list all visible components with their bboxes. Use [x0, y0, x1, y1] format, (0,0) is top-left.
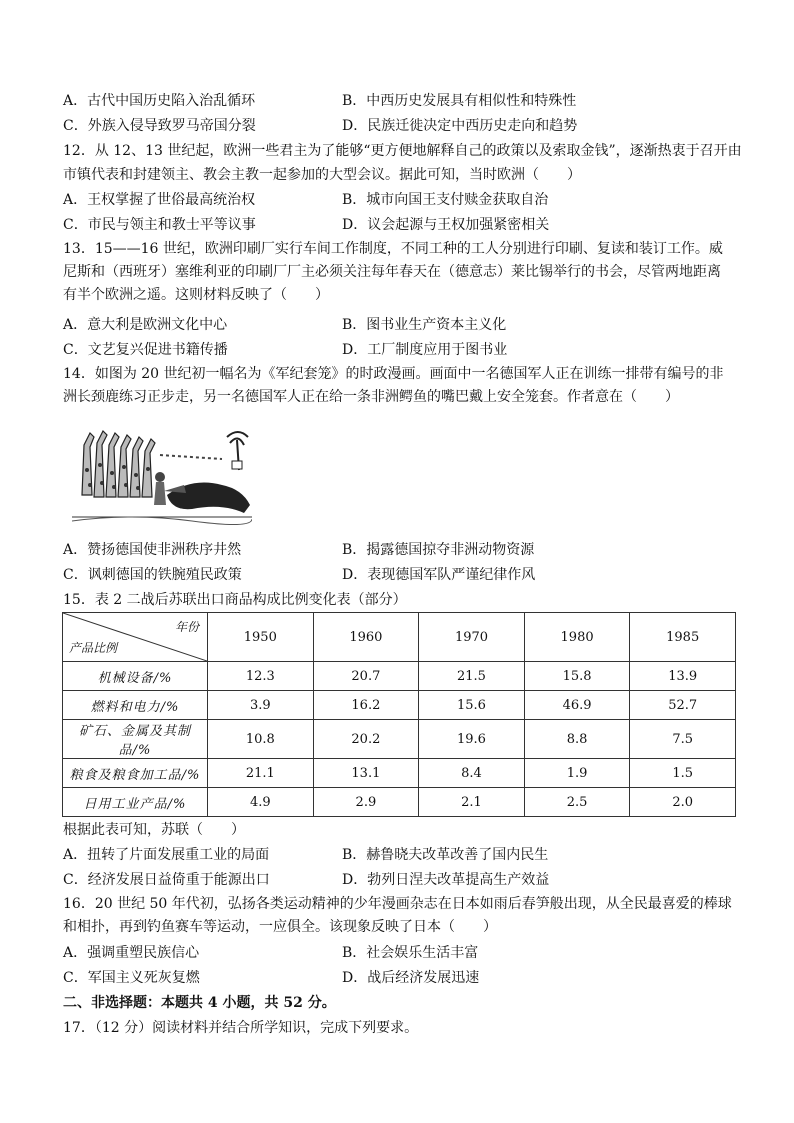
q12-option-b: B．城市向国王支付赎金获取自治 — [342, 192, 549, 208]
q11-option-c: C．外族入侵导致罗马帝国分裂 — [63, 118, 256, 134]
row-label: 机械设备/% — [63, 662, 208, 691]
section-heading: 二、非选择题：本题共 4 小题，共 52 分。 — [63, 995, 336, 1011]
cartoon-image — [72, 425, 252, 525]
table-cell: 12.3 — [208, 662, 314, 691]
q11-option-a: A．古代中国历史陷入治乱循环 — [63, 93, 256, 109]
corner-product-label: 产品比例 — [69, 641, 118, 655]
q12-stem-line1: 12．从 12、13 世纪起，欧洲一些君主为了能够“更方便地解释自己的政策以及索取金钱”，逐渐热衷于召开由 — [63, 143, 742, 159]
row-label: 矿石、金属及其制品/% — [63, 720, 208, 759]
q12-option-a: A．王权掌握了世俗最高统治权 — [63, 192, 256, 208]
table-header-row — [63, 613, 736, 662]
table-corner-cell — [63, 613, 208, 662]
table-cell: 15.8 — [524, 662, 630, 691]
q11-option-d: D．民族迁徙决定中西历史走向和趋势 — [342, 118, 578, 134]
row-label: 粮食及粮食加工品/% — [63, 759, 208, 788]
table-row — [63, 691, 736, 720]
row-label: 燃料和电力/% — [63, 691, 208, 720]
q15-option-b: B．赫鲁晓夫改革改善了国内民生 — [342, 847, 549, 863]
table-cell: 4.9 — [208, 788, 314, 817]
q16-option-d: D．战后经济发展迅速 — [342, 970, 480, 986]
table-cell: 52.7 — [630, 691, 736, 720]
q17-stem: 17．（12 分）阅读材料并结合所学知识，完成下列要求。 — [63, 1020, 419, 1036]
table-cell: 20.7 — [313, 662, 419, 691]
q15-table-caption: 15．表 2 二战后苏联出口商品构成比例变化表（部分） — [63, 592, 407, 608]
table-cell: 46.9 — [524, 691, 630, 720]
table-cell: 19.6 — [419, 720, 525, 759]
q14-option-d: D．表现德国军队严谨纪律作风 — [342, 567, 536, 583]
q16-option-a: A．强调重塑民族信心 — [63, 945, 200, 961]
year-header: 1960 — [313, 613, 419, 662]
q12-option-d: D．议会起源与王权加强紧密相关 — [342, 217, 550, 233]
table-cell: 2.0 — [630, 788, 736, 817]
table-row — [63, 788, 736, 817]
q13-option-b: B．图书业生产资本主义化 — [342, 317, 507, 333]
q14-option-b: B．揭露德国掠夺非洲动物资源 — [342, 542, 535, 558]
year-header: 1950 — [208, 613, 314, 662]
table-row — [63, 759, 736, 788]
year-header: 1980 — [524, 613, 630, 662]
q13-stem: 13．15——16 世纪，欧洲印刷厂实行车间工作制度，不同工种的工人分别进行印刷、复读和装订工作。威尼斯和（西班牙）塞维利亚的印刷厂厂主必须关注每年春天在（德意志）莱比锡举行的书会，尽管两地距离有半个欧洲之遥。这则材料反映了（ ） — [63, 241, 723, 303]
table-cell: 2.5 — [524, 788, 630, 817]
q11-option-b: B．中西历史发展具有相似性和特殊性 — [342, 93, 577, 109]
q13-option-d: D．工厂制度应用于图书业 — [342, 342, 508, 358]
q15-question: 根据此表可知，苏联（ ） — [63, 822, 245, 838]
year-header: 1985 — [630, 613, 736, 662]
table-cell: 2.9 — [313, 788, 419, 817]
table-cell: 21.5 — [419, 662, 525, 691]
table-cell: 16.2 — [313, 691, 419, 720]
table-cell: 8.8 — [524, 720, 630, 759]
table-cell: 10.8 — [208, 720, 314, 759]
table-cell: 21.1 — [208, 759, 314, 788]
q15-option-c: C．经济发展日益倚重于能源出口 — [63, 872, 270, 888]
q14-option-a: A．赞扬德国使非洲秩序井然 — [63, 542, 242, 558]
corner-year-label: 年份 — [174, 620, 199, 634]
table-cell: 20.2 — [313, 720, 419, 759]
table-cell: 1.9 — [524, 759, 630, 788]
q15-option-d: D．勃列日涅夫改革提高生产效益 — [342, 872, 550, 888]
table-cell: 13.9 — [630, 662, 736, 691]
q12-stem-line2: 市镇代表和封建领主、教会主教一起参加的大型会议。据此可知，当时欧洲（ ） — [63, 167, 581, 183]
row-label: 日用工业产品/% — [63, 788, 208, 817]
q16-stem: 16．20 世纪 50 年代初，弘扬各类运动精神的少年漫画杂志在日本如雨后春笋般出现，从全民最喜爱的棒球和相扑，再到钓鱼赛车等运动，一应俱全。该现象反映了日本（ ） — [63, 896, 732, 935]
table-cell: 2.1 — [419, 788, 525, 817]
table-row — [63, 720, 736, 759]
table-cell: 15.6 — [419, 691, 525, 720]
table-cell: 1.5 — [630, 759, 736, 788]
export-composition-table — [62, 612, 736, 817]
table-cell: 3.9 — [208, 691, 314, 720]
q13-option-a: A．意大利是欧洲文化中心 — [63, 317, 228, 333]
q12-option-c: C．市民与领主和教士平等议事 — [63, 217, 256, 233]
q15-option-a: A．扭转了片面发展重工业的局面 — [63, 847, 270, 863]
q13-option-c: C．文艺复兴促进书籍传播 — [63, 342, 228, 358]
year-header: 1970 — [419, 613, 525, 662]
table-cell: 7.5 — [630, 720, 736, 759]
table-row — [63, 662, 736, 691]
q16-option-b: B．社会娱乐生活丰富 — [342, 945, 479, 961]
table-cell: 13.1 — [313, 759, 419, 788]
table-cell: 8.4 — [419, 759, 525, 788]
q14-stem: 14．如图为 20 世纪初一幅名为《军纪套笼》的时政漫画。画面中一名德国军人正在训练一排带有编号的非洲长颈鹿练习正步走，另一名德国军人正在给一条非洲鳄鱼的嘴巴戴上安全笼套。作者意在（ ） — [63, 366, 724, 405]
q14-option-c: C．讽刺德国的铁腕殖民政策 — [63, 567, 242, 583]
q16-option-c: C．军国主义死灰复燃 — [63, 970, 200, 986]
